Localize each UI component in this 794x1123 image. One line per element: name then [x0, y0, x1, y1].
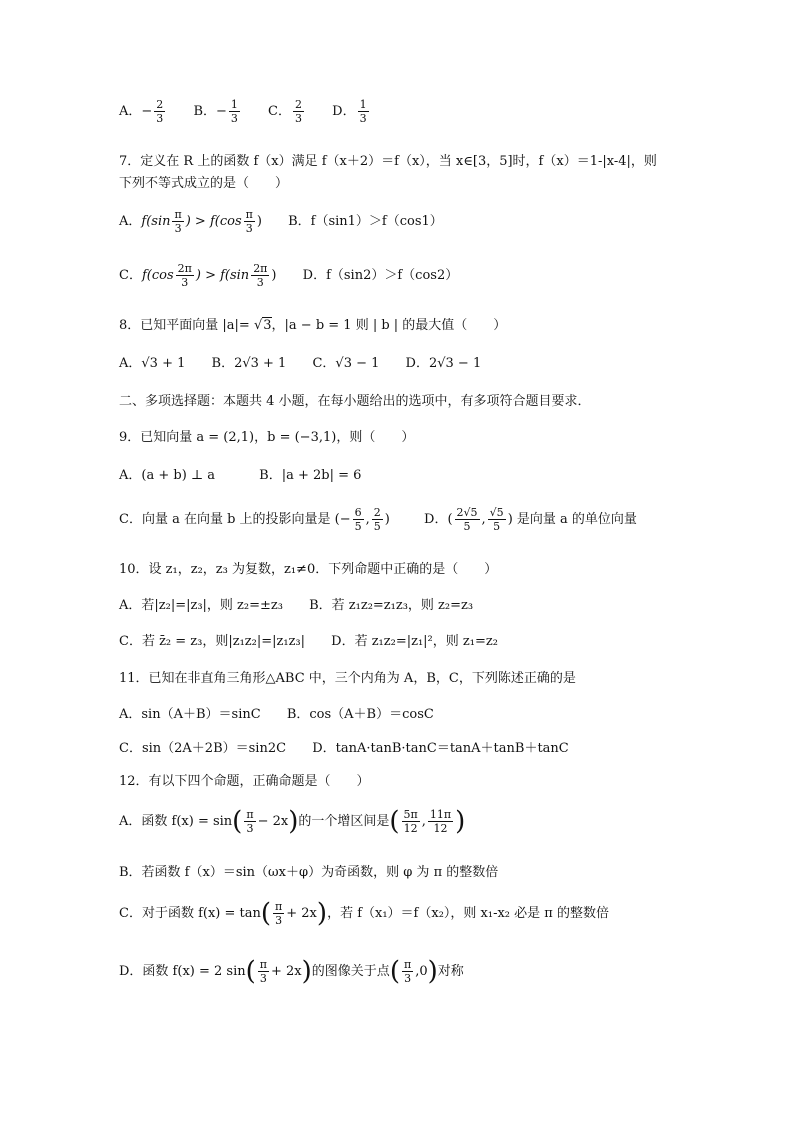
- q6-options: [119, 98, 393, 125]
- q11-option-d: D．tanA·tanB·tanC＝tanA＋tanB＋tanC: [312, 741, 569, 756]
- q7-option-c: C．f(cos $\frac{2\pi}{3}$ ) > f(sin $\frac{2\pi}{3}$ ): [119, 262, 277, 289]
- q7-stem-line2: 下列不等式成立的是（ ）: [119, 176, 289, 191]
- q10-option-d: D．若 z₁z₂=|z₁|²，则 z₁=z₂: [331, 634, 498, 649]
- q10-stem: 10．设 z₁，z₂，z₃ 为复数，z₁≠0．下列命题中正确的是（ ）: [119, 562, 498, 577]
- q9-option-a: A．(a + b) ⊥ a: [119, 468, 216, 483]
- q7-options-ab: [119, 208, 465, 235]
- q9-option-c: C．向量 a 在向量 b 上的投影向量是 (− $\frac{6}{5}$ , $\frac{2}{5}$ ): [119, 506, 390, 533]
- q9-options-cd: [119, 506, 659, 533]
- q8-option-a: A．√3 + 1: [119, 356, 186, 371]
- q10-option-a: A．若|z₂|=|z₃|，则 z₂=±z₃: [119, 598, 283, 613]
- q12-option-c: C．对于函数 f(x) = tan( $\frac{\pi}{3}$ + 2x)，若 f（x₁）＝f（x₂），则 x₁-x₂ 必是 π 的整数倍: [119, 898, 609, 929]
- q8-options: [119, 352, 503, 371]
- q9-option-b: B．|a + 2b| = 6: [259, 468, 362, 483]
- q12-stem: 12．有以下四个命题，正确命题是（ ）: [119, 774, 370, 789]
- q10-options-cd: [119, 630, 520, 649]
- q8-option-d: D．2√3 − 1: [405, 356, 482, 371]
- q8-option-c: C．√3 − 1: [312, 356, 380, 371]
- q6-d-fraction: $\frac{1}{3}$: [359, 98, 367, 125]
- q9-stem: 9．已知向量 a = (2,1)，b = (−3,1)，则（ ）: [119, 430, 415, 445]
- q12-option-b: B．若函数 f（x）＝sin（ωx＋φ）为奇函数，则 φ 为 π 的整数倍: [119, 865, 499, 880]
- q10-option-c: C．若 z̄₂ = z₃，则|z₁z₂|=|z₁z₃|: [119, 634, 306, 649]
- section2-heading: 二、多项选择题：本题共 4 小题，在每小题给出的选项中，有多项符合题目要求．: [119, 394, 591, 409]
- q6-c-fraction: $\frac{2}{3}$: [295, 98, 302, 125]
- q11-stem: 11．已知在非直角三角形△ABC 中，三个内角为 A，B，C，下列陈述正确的是: [119, 671, 576, 686]
- q6-option-b: B．− $\frac{1}{3}$: [193, 98, 238, 125]
- q12-option-a: A．函数 f(x) = sin( $\frac{\pi}{3}$ − 2x)的一个增区间是( $\frac{5\pi}{12}$ , $\frac{11\pi}{12}$ ): [119, 806, 466, 837]
- q6-b-fraction: $\frac{1}{3}$: [230, 98, 238, 125]
- q11-option-c: C．sin（2A＋2B）＝sin2C: [119, 741, 287, 756]
- q6-option-d: D． $\frac{1}{3}$: [332, 98, 367, 125]
- q10-options-ab: [119, 594, 495, 613]
- q6-option-a: A．− $\frac{2}{3}$: [119, 98, 164, 125]
- q6-a-fraction: $\frac{2}{3}$: [156, 98, 164, 125]
- q7-options-cd: [119, 262, 480, 289]
- q7-option-b: B．f（sin1）＞f（cos1）: [288, 214, 443, 229]
- q11-option-a: A．sin（A＋B）＝sinC: [119, 707, 261, 722]
- q7-stem-line1: 7．定义在 R 上的函数 f（x）满足 f（x＋2）＝f（x），当 x∈[3，5]时，f（x）＝1-|x-4|，则: [119, 154, 657, 169]
- q10-option-b: B．若 z₁z₂=z₁z₃，则 z₂=z₃: [309, 598, 474, 613]
- q7-option-a: A．f(sin $\frac{\pi}{3}$ ) > f(cos $\frac{\pi}{3}$ ): [119, 208, 262, 235]
- q11-option-b: B．cos（A＋B）＝cosC: [286, 707, 434, 722]
- q11-options-ab: [119, 703, 456, 722]
- q9-options-ab: [119, 464, 383, 483]
- q9-option-d: D．( $\frac{2√5}{5}$ , $\frac{√5}{5}$ ) 是向量 a 的单位向量: [424, 506, 637, 533]
- q7-option-d: D．f（sin2）＞f（cos2）: [302, 268, 459, 283]
- q8-option-b: B．2√3 + 1: [211, 356, 287, 371]
- q6-option-c: C． $\frac{2}{3}$: [268, 98, 302, 125]
- q12-option-d: D．函数 f(x) = 2 sin( $\frac{\pi}{3}$ + 2x)的图像关于点( $\frac{\pi}{3}$ ,0)对称: [119, 956, 464, 987]
- q11-options-cd: [119, 737, 591, 756]
- q8-stem: 8．已知平面向量 |a|= √3，|a − b = 1 则 | b | 的最大值（ ）: [119, 318, 507, 333]
